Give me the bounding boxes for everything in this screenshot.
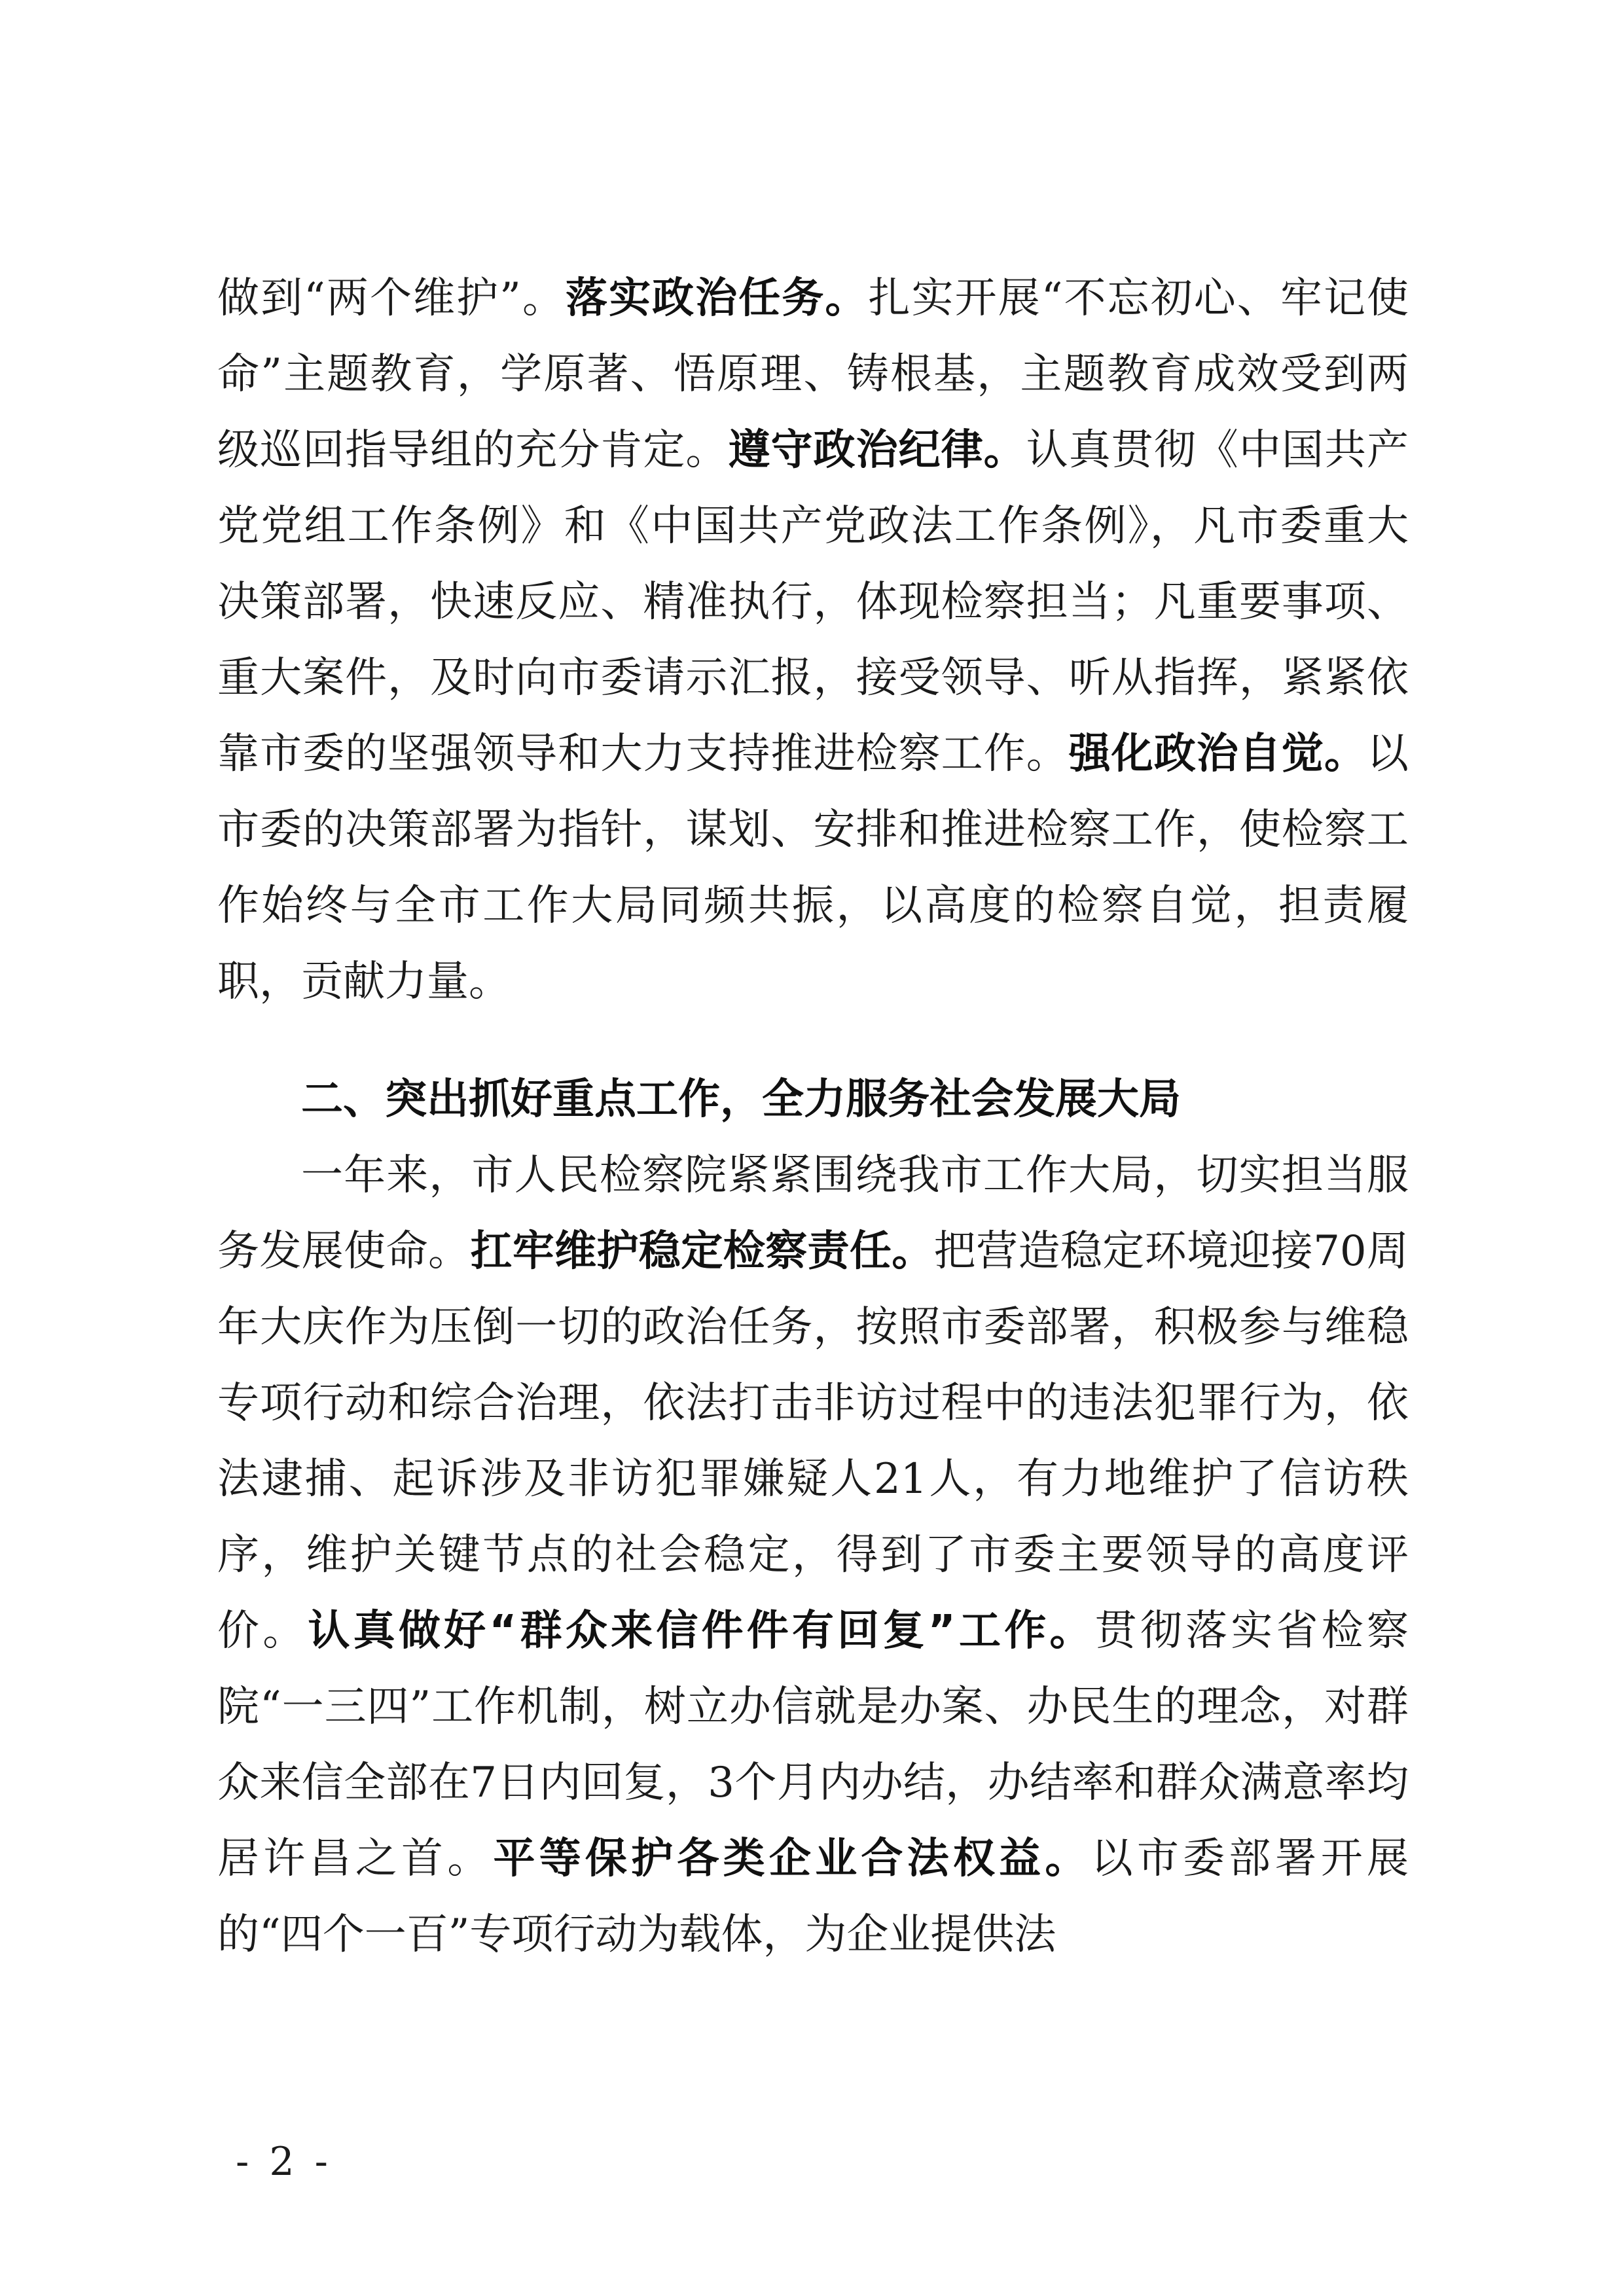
body-text: 以市委的决策部署为指针，谋划、安排和推进检察工作，使检察工作始终与全市工作大局同频共振，以高度的检察自觉，担责履职，贡献力量。 [217,730,1409,1006]
emphasis-text: 扛牢维护稳定检察责任。 [470,1227,934,1276]
body-paragraph-2 [217,1138,1409,1973]
body-text: 把营造稳定环境迎接70周年大庆作为压倒一切的政治任务，按照市委部署，积极参与维稳专项行动和综合治理，依法打击非访过程中的违法犯罪行为，依法逮捕、起诉涉及非访犯罪嫌疑人21人，有力地维护了信访秩序，维护关键节点的社会稳定，得到了市委主要领导的高度评价。 [217,1227,1409,1655]
emphasis-text: 遵守政治纪律。 [728,426,1026,475]
body-text: 扎实开展“不忘初心、牢记使命”主题教育，学原著、悟原理、铸根基，主题教育成效受到两级巡回指导组的充分肯定。 [217,274,1409,475]
page-number: - 2 - [236,2139,332,2185]
body-text: 贯彻落实省检察院“一三四”工作机制，树立办信就是办案、办民生的理念，对群众来信全部在7日内回复，3个月内办结，办结率和群众满意率均居许昌之首。 [217,1607,1409,1883]
emphasis-text: 认真做好“群众来信件件有回复”工作。 [308,1607,1095,1655]
body-text: 一年来，市人民检察院紧紧围绕我市工作大局，切实担当服务发展使命。 [217,1151,1409,1276]
emphasis-text: 平等保护各类企业合法权益。 [493,1835,1091,1883]
section-heading-2: 二、突出抓好重点工作，全力服务社会发展大局 [301,1075,1181,1124]
emphasis-text: 落实政治任务。 [566,274,869,323]
body-paragraph-1 [217,260,1409,1020]
body-text: 做到“两个维护”。 [217,274,566,323]
body-text: 以市委部署开展的“四个一百”专项行动为载体，为企业提供法 [217,1835,1409,1959]
emphasis-text: 强化政治自觉。 [1068,730,1367,778]
body-text: 认真贯彻《中国共产党党组工作条例》和《中国共产党政法工作条例》，凡市委重大决策部署，快速反应、精准执行，体现检察担当；凡重要事项、重大案件，及时向市委请示汇报，接受领导、听从指挥，紧紧依靠市委的坚强领导和大力支持推进检察工作。 [217,426,1409,778]
